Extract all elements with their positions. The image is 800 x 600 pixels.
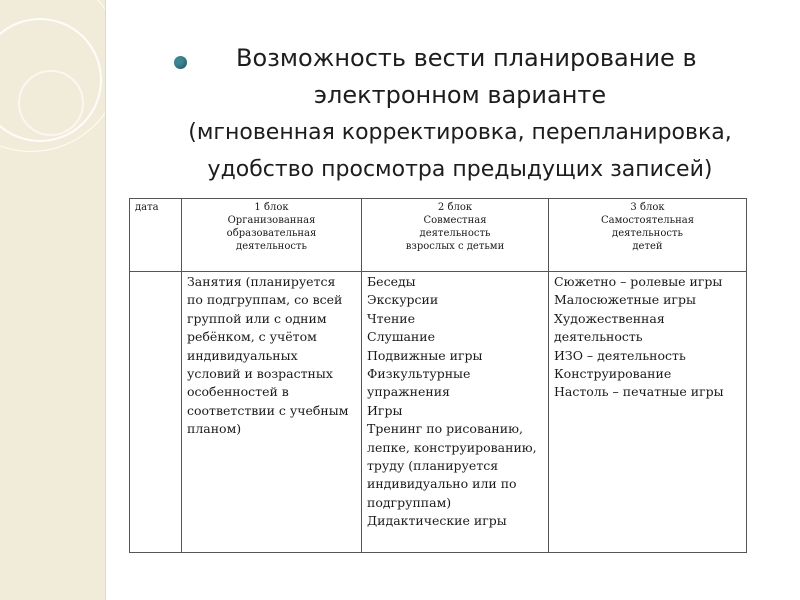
cell-text: лепке, конструированию, <box>367 439 537 455</box>
cell-text: труду (планируется <box>367 458 499 474</box>
header-text: взрослых с детьми <box>405 241 505 252</box>
cell-text: Конструирование <box>554 366 672 382</box>
header-text: Организованная <box>227 215 316 226</box>
bullet-icon <box>174 56 187 69</box>
cell-text: упражнения <box>367 384 450 400</box>
cell-block-3 <box>549 272 747 553</box>
cell-text: Тренинг по рисованию, <box>367 421 523 437</box>
cell-text: ИЗО – деятельность <box>554 347 686 363</box>
header-text: 3 блок <box>630 202 665 213</box>
header-text: Совместная <box>423 215 487 226</box>
header-text: 1 блок <box>254 202 289 213</box>
cell-text: Малосюжетные игры <box>554 292 696 308</box>
cell-text: планом) <box>187 421 242 437</box>
cell-text: деятельность <box>554 329 643 345</box>
cell-block-1 <box>182 272 362 553</box>
cell-text: индивидуально или по <box>367 476 517 492</box>
table-row <box>130 272 747 553</box>
cell-text: Беседы <box>367 274 416 289</box>
header-text: деятельность <box>612 228 683 239</box>
header-text: Самостоятельная <box>600 215 695 226</box>
title-line-1: Возможность вести планирование в <box>236 44 697 72</box>
side-divider <box>105 0 106 600</box>
cell-text: Подвижные игры <box>367 347 483 363</box>
cell-text: Слушание <box>367 329 435 345</box>
cell-text: подгруппам) <box>367 494 452 510</box>
cell-date <box>130 272 182 553</box>
cell-text: Настоль – печатные игры <box>554 384 724 400</box>
cell-text: Физкультурные <box>367 366 471 382</box>
header-block-1 <box>182 199 362 272</box>
decorative-circle <box>18 70 84 136</box>
header-text: 2 блок <box>437 202 473 213</box>
cell-text: Игры <box>367 402 403 418</box>
subtitle-line-2: удобство просмотра предыдущих записей) <box>207 157 713 182</box>
header-text: детей <box>632 241 663 252</box>
side-decoration-panel <box>0 0 105 600</box>
cell-text: соответствии с учебным <box>187 402 349 418</box>
cell-text: условий и возрастных <box>187 366 333 382</box>
cell-text: Дидактические игры <box>367 513 507 529</box>
cell-text: индивидуальных <box>187 347 298 363</box>
header-text: дата <box>135 202 159 213</box>
cell-text: Экскурсии <box>367 292 439 308</box>
header-text: деятельность <box>236 241 307 252</box>
header-text: деятельность <box>419 228 491 239</box>
slide-heading <box>150 40 770 188</box>
cell-text: ребёнком, с учётом <box>187 329 317 345</box>
header-date <box>130 199 182 272</box>
title-line-2: электронном варианте <box>313 81 607 109</box>
cell-block-2 <box>362 272 549 553</box>
cell-text: группой или с одним <box>187 310 327 326</box>
cell-text: Художественная <box>554 310 665 326</box>
cell-text: Чтение <box>367 310 416 326</box>
cell-text: Сюжетно – ролевые игры <box>554 274 723 289</box>
cell-text: Занятия (планируется <box>187 274 336 289</box>
cell-text: по подгруппам, со всей <box>187 292 343 308</box>
header-block-2 <box>362 199 549 272</box>
table-header-row <box>130 199 747 272</box>
subtitle-line-1: (мгновенная корректировка, перепланировка, <box>188 120 732 145</box>
planning-table <box>129 198 747 553</box>
cell-text: особенностей в <box>187 384 289 400</box>
header-text: образовательная <box>226 228 317 239</box>
header-block-3 <box>549 199 747 272</box>
